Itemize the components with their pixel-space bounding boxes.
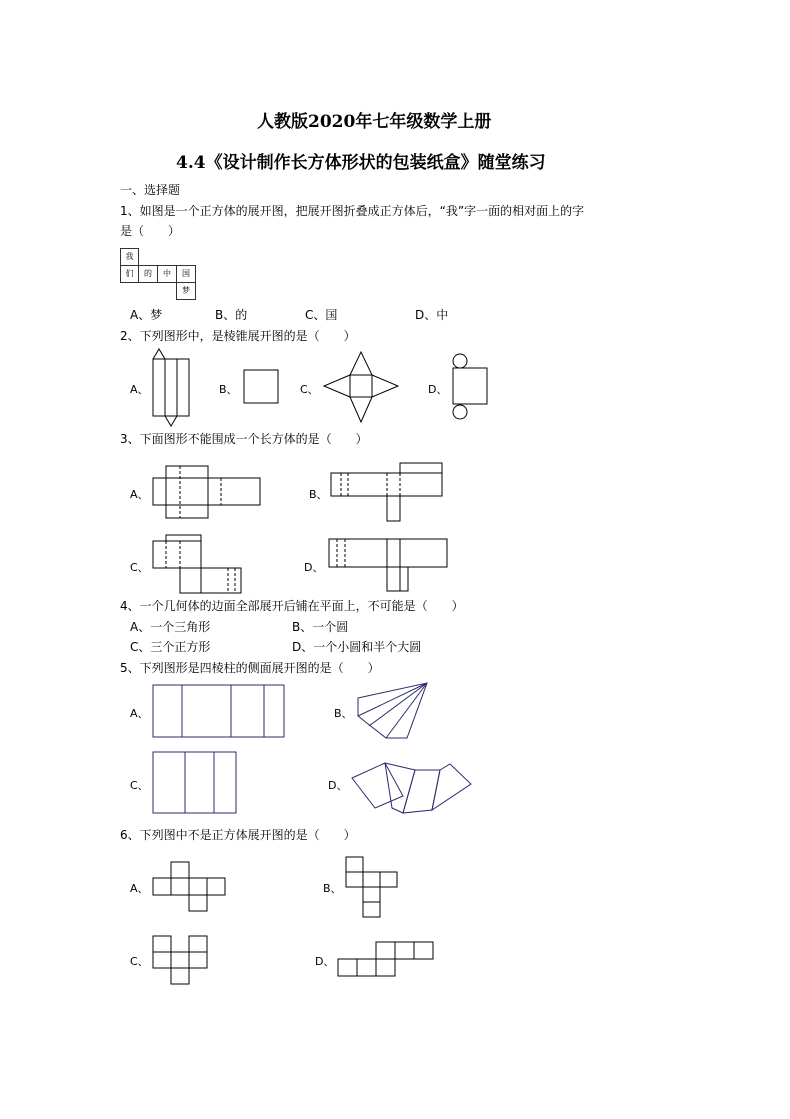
net-cell: 中 bbox=[157, 265, 177, 283]
q2-label-d[interactable]: D、 bbox=[428, 383, 448, 396]
q3-label-b[interactable]: B、 bbox=[309, 488, 328, 501]
q4-option-d[interactable]: D、一个小圆和半个大圆 bbox=[292, 640, 422, 654]
q6-label-b[interactable]: B、 bbox=[323, 882, 342, 895]
q5-label-b[interactable]: B、 bbox=[334, 707, 353, 720]
q2-label-b[interactable]: B、 bbox=[219, 383, 238, 396]
q4-option-b[interactable]: B、一个圆 bbox=[292, 620, 349, 634]
net-cell: 我 bbox=[120, 248, 139, 266]
q6-label-c[interactable]: C、 bbox=[130, 955, 149, 968]
q5-label-d[interactable]: D、 bbox=[328, 779, 348, 792]
q1-option-c[interactable]: C、国 bbox=[305, 308, 338, 322]
q2-label-a[interactable]: A、 bbox=[130, 383, 149, 396]
q5-label-c[interactable]: C、 bbox=[130, 779, 149, 792]
q5-label-a[interactable]: A、 bbox=[130, 707, 149, 720]
net-cell: 国 bbox=[176, 265, 196, 283]
q6-label-a[interactable]: A、 bbox=[130, 882, 149, 895]
question-6-text: 6、下列图中不是正方体展开图的是（ ） bbox=[120, 828, 356, 842]
question-4-text: 4、一个几何体的边面全部展开后铺在平面上，不可能是（ ） bbox=[120, 599, 464, 613]
q6-figure-a bbox=[153, 862, 225, 911]
q6-figure-b bbox=[346, 857, 397, 917]
question-1-text: 1、如图是一个正方体的展开图，把展开图折叠成正方体后，“我”字一面的相对面上的字 bbox=[120, 204, 585, 218]
q6-label-d[interactable]: D、 bbox=[315, 955, 335, 968]
net-cell: 梦 bbox=[176, 282, 196, 300]
section-label: 一、选择题 bbox=[120, 183, 181, 197]
page-subtitle: 4.4《设计制作长方体形状的包装纸盒》随堂练习 bbox=[176, 153, 546, 173]
question-1-text-cont: 是（ ） bbox=[120, 224, 181, 238]
net-cell: 的 bbox=[138, 265, 158, 283]
q6-figure-c bbox=[153, 936, 207, 984]
net-cell: 们 bbox=[120, 265, 139, 283]
q3-label-a[interactable]: A、 bbox=[130, 488, 149, 501]
question-2-text: 2、下列图形中，是棱锥展开图的是（ ） bbox=[120, 329, 356, 343]
question-3-text: 3、下面图形不能围成一个长方体的是（ ） bbox=[120, 432, 368, 446]
q2-label-c[interactable]: C、 bbox=[300, 383, 319, 396]
q1-option-a[interactable]: A、梦 bbox=[130, 308, 163, 322]
q3-label-c[interactable]: C、 bbox=[130, 561, 149, 574]
q1-option-b[interactable]: B、的 bbox=[215, 308, 248, 322]
q6-figure-d bbox=[338, 942, 433, 976]
q4-option-a[interactable]: A、一个三角形 bbox=[130, 620, 211, 634]
question-5-text: 5、下列图形是四棱柱的侧面展开图的是（ ） bbox=[120, 661, 380, 675]
q4-option-c[interactable]: C、三个正方形 bbox=[130, 640, 211, 654]
q3-label-d[interactable]: D、 bbox=[304, 561, 324, 574]
page-title: 人教版2020年七年级数学上册 bbox=[257, 112, 492, 132]
q1-option-d[interactable]: D、中 bbox=[415, 308, 449, 322]
